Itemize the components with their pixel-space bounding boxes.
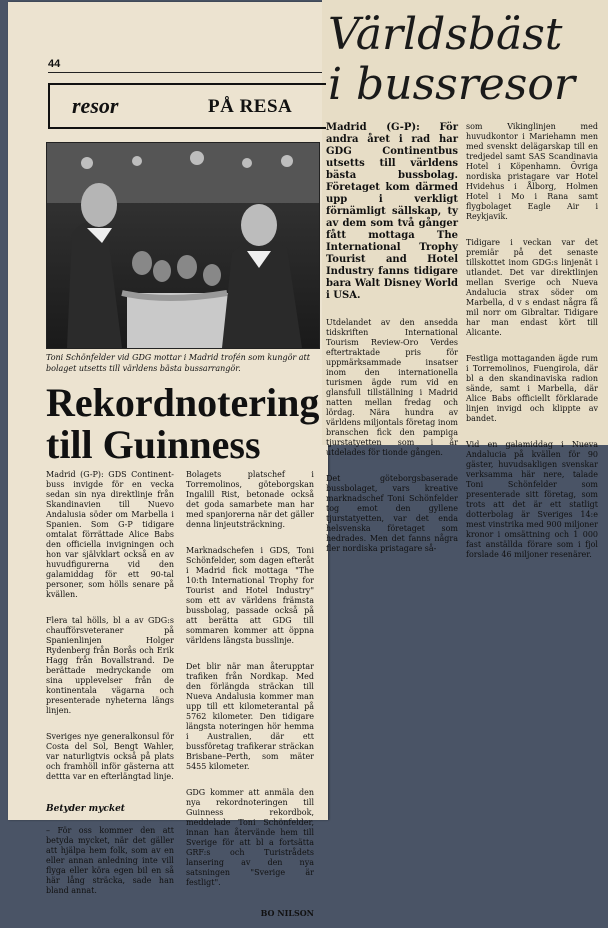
article-column-3	[326, 112, 458, 570]
col1-paragraph-3: Sveriges nye generalkonsul för Costa del Sol, Bengt Wahler, var naturligtvis också på plats och framhöll inför gästerna att dettta var en efterlängtad linje.	[46, 732, 174, 781]
col4-paragraph-3: Festliga mottaganden ägde rum i Torremolinos, Fuengirola, där bl a den skandinaviska radion sände, samt i Marbella, där Alice Babs officiellt förklarade linjen invigd och klippte av bandet.	[466, 354, 598, 423]
col2-paragraph-1: Bolagets platschef i Torremolinos, göteborgskan Ingalill Rist, betonade också det goda samarbete man har med spanjorerna när det gäller denna linjeutsträckning.	[186, 470, 314, 529]
news-photo	[46, 142, 320, 349]
col3-paragraph-2: Det göteborgsbaserade bussbolaget, vars kreative marknadschef Toni Schönfelder tog emot den gyllene tjurstatyetten, var det enda helsvenska företaget som hedrades. Men det fanns några fler nordiska pristagare så-	[326, 474, 458, 553]
headline-line2: i bussresor	[328, 59, 575, 110]
page-number: 44	[48, 58, 61, 70]
col3-paragraph-1: Utdelandet av den ansedda tidskriften International Tourism Review-Oro Verdes eftertraktade pris för uppmärksammade insatser inom den internationella turismen ägde rum vid en glansfull tillställning i Madrid natten mellan fredag och lördag. Nära hundra av världens miljontals företag inom branschen fick den pampiga tjurstatyetten som i år utdelades för tionde gången.	[326, 318, 458, 457]
col4-paragraph-4: Vid en galamiddag i Nueva Andalucia på kvällen för 90 gäster, huvudsakligen svenskar verksamma här nere, talade Toni Schönfelder som presenterade sitt företag, som trots att det är ett statligt dotterbolag är Sveriges 14:e mest vinstrika med 900 miljoner kronor i omsättning och 1 000 fast anställda förare som i fjol forslade 46 miljoner resenärer.	[466, 440, 598, 559]
col2-paragraph-2: Marknadschefen i GDS, Toni Schönfelder, som dagen efteråt i Madrid fick mottaga "The 10:th International Trophy for Tourist and Hotel Industry" som ett av världens främsta bussbolag, passade också på att berätta att GDG till sommaren kommer att öppna världens längsta busslinje.	[186, 546, 314, 645]
section-label-pa-resa: PÅ RESA	[208, 96, 293, 117]
article-column-1	[46, 460, 174, 912]
photo-illustration	[47, 143, 319, 348]
headline-line1: Världsbäst	[328, 9, 563, 60]
col2-paragraph-3: Det blir när man återupptar trafiken från Nordkap. Med den förlängda sträckan till Nueva Andalusia kommer man upp till ett kilometerantal på 5762 kilometer. Den tidigare längsta noteringen hör hemma i Australien, där ett bussföretag trafikerar sträckan Brisbane–Perth, som mäter 5455 kilometer.	[186, 662, 314, 771]
byline: BO NILSON	[260, 908, 314, 918]
main-title: Rekordnotering till Guinness	[46, 380, 320, 467]
col1-paragraph-2: Flera tal hölls, bl a av GDG:s chaufförsveteraner på Spanienlinjen Holger Rydenberg från Borås och Erik Hagg från Bovallstrand. De berättade medryckande om sina upplevelser från de kontinentala vägarna och presenterade nyheterna längs linjen.	[46, 616, 174, 715]
col4-paragraph-1: som Vikinglinjen med huvudkontor i Mariehamn men med svenskt delägarskap till en tredjedel samt SAS Scandinavia Hotel i Köpenhamn. Övriga nordiska pristagare var Hotel Hvidehus i Ålborg, Holmen Hotel i Mo i Rana samt flygbolaget Eagle Air i Reykjavik.	[466, 122, 598, 221]
header-rule	[48, 72, 322, 73]
col1-paragraph-4: – För oss kommer den att betyda mycket, när det gäller att hjälpa hem folk, som av en eller annan anledning inte vill flyga eller köra egen bil en så här lång sträcka, sade han bland annat.	[46, 826, 174, 895]
col2-paragraph-4: GDG kommer att anmäla den nya rekordnoteringen till Guinness rekordbok, meddelade Toni Schönfelder, innan han återvände hem till Sverige för att bl a fortsätta GRF:s och Turistrådets lansering av den nya satsningen "Sverige är festligt".	[186, 788, 314, 887]
article-column-2	[186, 460, 314, 928]
photo-caption: Toni Schönfelder vid GDG mottar i Madrid trofén som kungör att bolaget utsetts till världens bästa bussarrangör.	[46, 353, 310, 373]
section-label-resor: resor	[72, 93, 119, 118]
col3-lead: Madrid (G-P): För andra året i rad har GDG Continentbus utsetts till världens bästa bussbolag. Företaget kom därmed upp i verkligt förnämligt sällskap, ty av dem som två gånger fått mottaga The International Trophy Tourist and Hotel Industry fanns tidigare bara Walt Disney World i USA.	[326, 122, 458, 301]
article-column-4	[466, 112, 598, 576]
col1-subhead: Betyder mycket	[46, 804, 125, 814]
col4-paragraph-2: Tidigare i veckan var det premiär på det senaste tillskottet inom GDG:s linjenät i utlandet. Det var direktlinjen mellan Sverige och Nueva Andalucia strax söder om Marbella, d v s endast några få mil norr om Gibraltar. Tidigare har man endast kört till Alicante.	[466, 238, 598, 337]
headline	[328, 10, 575, 110]
col1-paragraph-1: Madrid (G-P): GDS Continent-buss invigde för en vecka sedan sin nya direktlinje från Skandinavien till Nuevo Andalusia söder om Marbella i Spanien. Som G-P tidigare omtalat förrättade Alice Babs den officiella invigningen och hon var självklart också en av huvudfigurerna vid den galamiddag för ett 90-tal personer, som hölls senare på kvällen.	[46, 470, 174, 599]
